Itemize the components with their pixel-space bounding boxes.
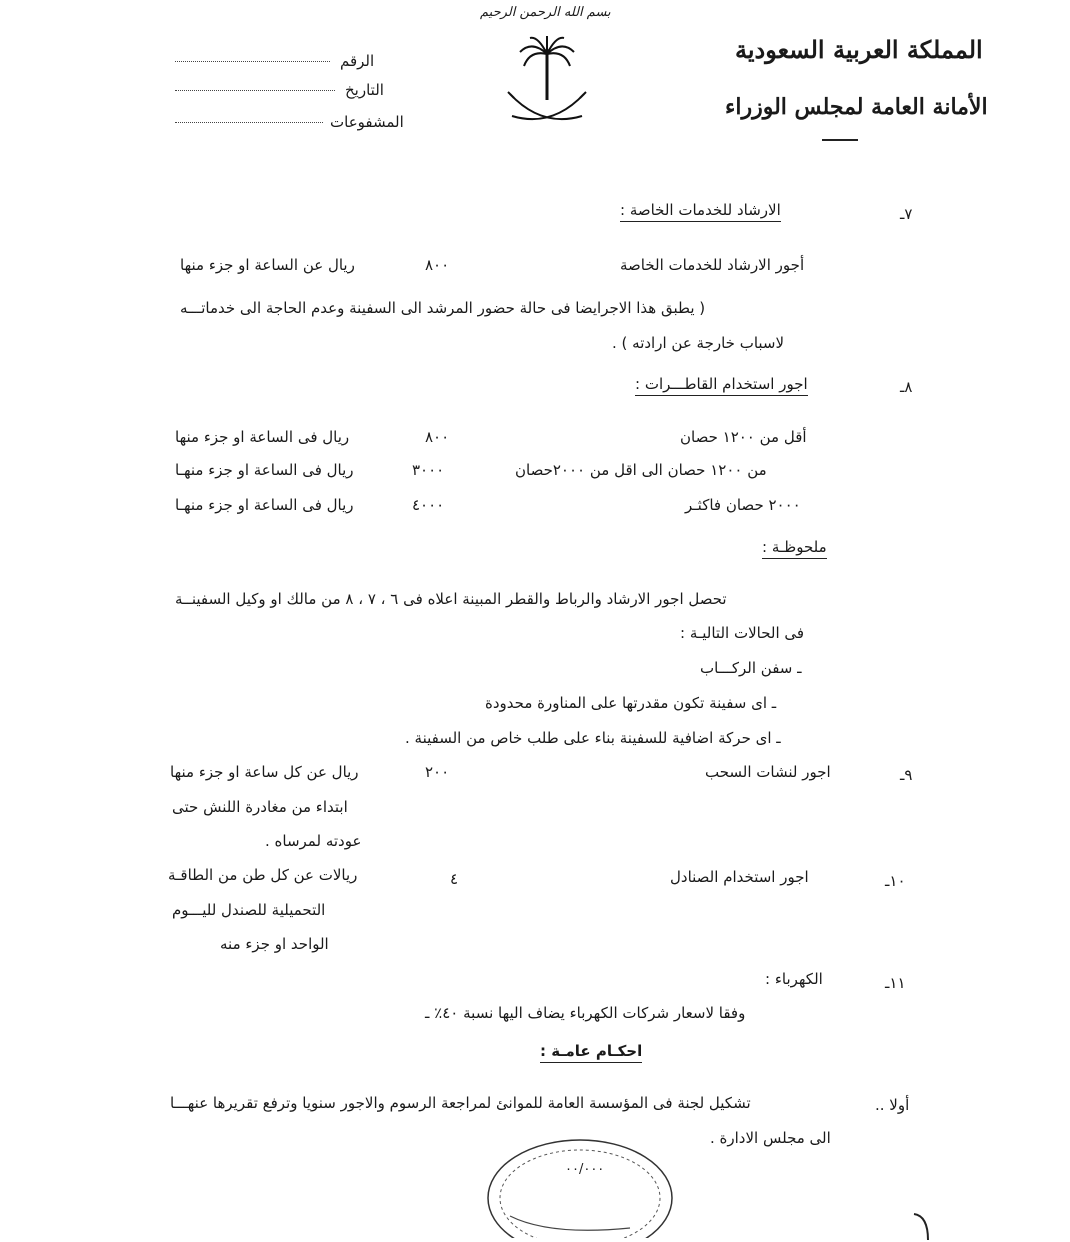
section-8-row-2-label: من ١٢٠٠ حصان الى اقل من ٢٠٠٠حصان <box>515 461 767 479</box>
section-9-label: اجور لنشات السحب <box>705 763 831 781</box>
section-9-unit-line-3: عودته لمرساه . <box>265 832 362 850</box>
section-11-line: وفقا لاسعار شركات الكهرباء يضاف اليها نسبة ٤٠٪ ـ <box>425 1004 746 1022</box>
note-line-1: تحصل اجور الارشاد والرباط والقطر المبينة اعلاه فى ٦ ، ٧ ، ٨ من مالك او وكيل السفينــة <box>175 590 727 608</box>
section-7-note-line2: لاسباب خارجة عن ارادته ) . <box>612 334 785 352</box>
section-7-note-line1: ( يطبق هذا الاجرايضا فى حالة حضور المرشد الى السفينة وعدم الحاجة الى خدماتـــه <box>180 299 706 317</box>
section-8-row-2-unit: ريال فى الساعة او جزء منهـا <box>175 461 354 479</box>
general-item-1-number: أولا .. <box>875 1096 910 1114</box>
section-11-number: ١١ـ <box>885 974 906 992</box>
section-8-heading: اجور استخدام القاطـــرات : <box>635 377 808 396</box>
section-7-row-label: أجور الارشاد للخدمات الخاصة <box>620 256 805 274</box>
official-stamp-icon <box>480 1128 680 1238</box>
general-provisions-heading: احكـام عامـة : <box>540 1044 642 1063</box>
section-9-unit-line-2: ابتداء من مغادرة اللنش حتى <box>172 798 348 816</box>
section-10-unit-line-3: الواحد او جزء منه <box>220 935 329 953</box>
section-9-number: ٩ـ <box>900 766 913 784</box>
general-item-1-line-1: تشكيل لجنة فى المؤسسة العامة للموانئ لمراجعة الرسوم والاجور سنويا وترفع تقريرها عنهـــا <box>170 1094 751 1112</box>
section-11-label: الكهرباء : <box>765 970 823 988</box>
kingdom-name: المملكة العربية السعودية <box>735 35 983 64</box>
number-field <box>175 60 330 62</box>
section-9-amount: ٢٠٠ <box>425 763 450 781</box>
attachments-field <box>175 121 323 123</box>
section-7-unit: ريال عن الساعة او جزء منها <box>180 256 355 274</box>
note-heading: ملحوظـة : <box>762 540 827 559</box>
section-9-unit-line-1: ريال عن كل ساعة او جزء منها <box>170 763 359 781</box>
note-item-1: ـ سفن الركـــاب <box>700 659 802 677</box>
date-field <box>175 89 335 91</box>
note-item-2: ـ اى سفينة تكون مقدرتها على المناورة محدودة <box>485 694 777 712</box>
section-8-row-1-unit: ريال فى الساعة او جزء منها <box>175 428 350 446</box>
palm-swords-emblem-icon <box>502 32 592 132</box>
corner-mark-icon <box>912 1212 932 1242</box>
section-10-unit-line-2: التحميلية للصندل لليـــوم <box>172 901 326 919</box>
section-7-number: ٧ـ <box>900 205 913 223</box>
section-8-row-3-amount: ٤٠٠٠ <box>412 496 445 514</box>
section-10-unit-line-1: ريالات عن كل طن من الطاقـة <box>168 866 358 884</box>
header-rule <box>822 139 858 141</box>
section-8-row-1-label: أقل من ١٢٠٠ حصان <box>680 428 807 446</box>
section-10-label: اجور استخدام الصنادل <box>670 868 809 886</box>
basmala: بسم الله الرحمن الرحيم <box>480 5 611 20</box>
section-10-number: ١٠ـ <box>885 872 906 890</box>
note-line-2: فى الحالات التاليـة : <box>680 624 805 642</box>
authority-name: الأمانة العامة لمجلس الوزراء <box>725 94 988 120</box>
section-8-row-3-label: ٢٠٠٠ حصان فاكثـر <box>685 496 801 514</box>
stamp-number: ٠٠/٠٠٠ <box>565 1162 605 1177</box>
date-label: التاريخ <box>345 81 384 99</box>
section-8-number: ٨ـ <box>900 378 913 396</box>
section-7-heading: الارشاد للخدمات الخاصة : <box>620 203 781 222</box>
section-8-row-3-unit: ريال فى الساعة او جزء منهـا <box>175 496 354 514</box>
general-item-1-line-2: الى مجلس الادارة . <box>710 1129 831 1147</box>
number-label: الرقم <box>340 52 375 70</box>
section-7-amount: ٨٠٠ <box>425 256 450 274</box>
section-10-amount: ٤ <box>450 870 459 888</box>
section-8-row-1-amount: ٨٠٠ <box>425 428 450 446</box>
note-item-3: ـ اى حركة اضافية للسفينة بناء على طلب خاص من السفينة . <box>405 729 781 747</box>
section-8-row-2-amount: ٣٠٠٠ <box>412 461 445 479</box>
attachments-label: المشفوعات <box>330 113 404 131</box>
